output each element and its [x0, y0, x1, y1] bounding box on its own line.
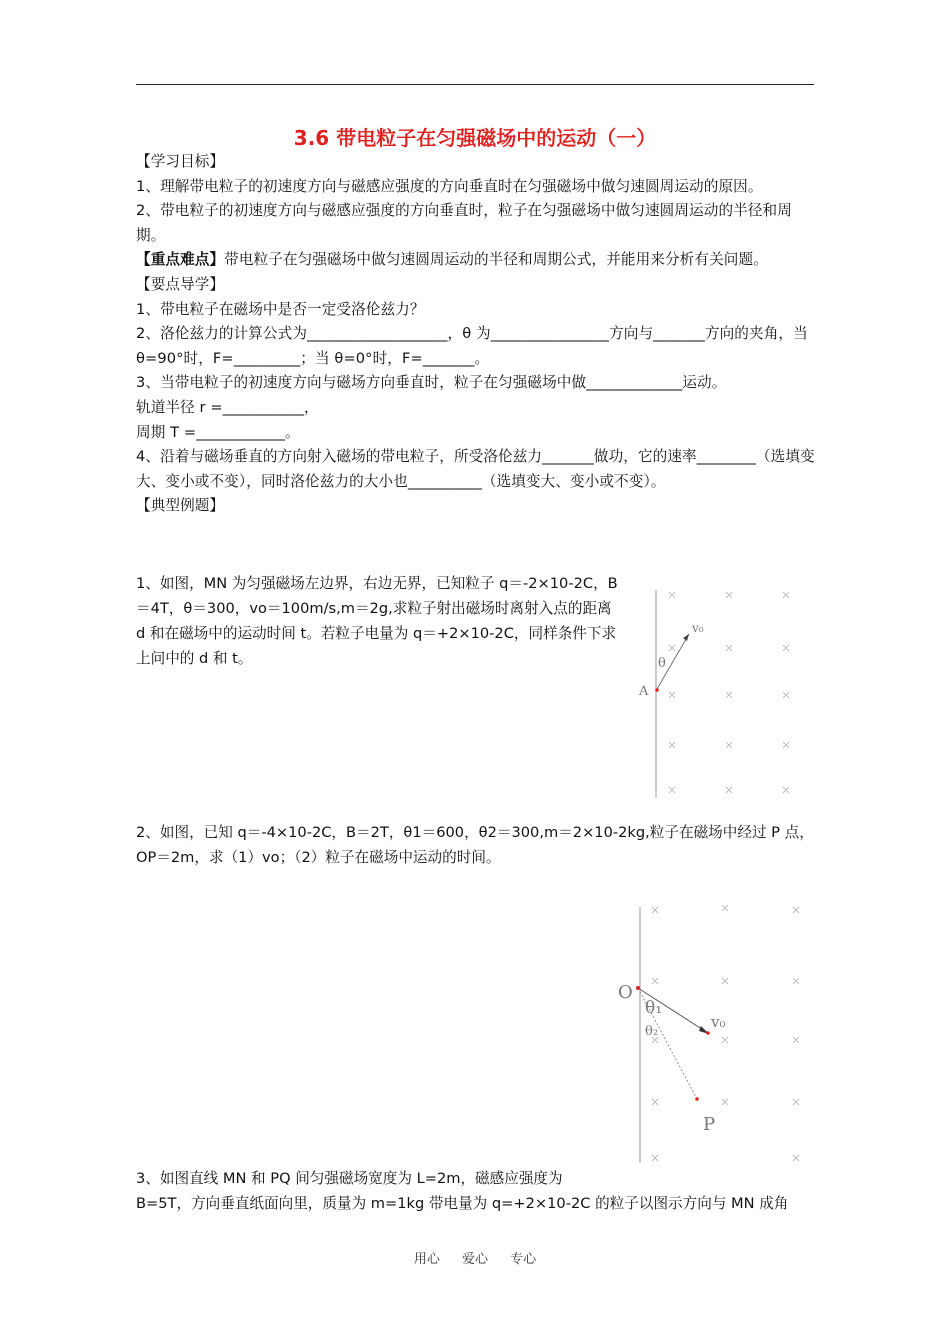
guide-question-3-radius: 轨道半径 r =___________， — [136, 398, 319, 416]
page-footer: 用心 爱心 专心 — [413, 1252, 537, 1267]
guide-heading: 【要点导学】 — [136, 275, 225, 293]
theta1-label: θ₁ — [645, 998, 663, 1018]
figure-1 — [626, 580, 816, 805]
page-title: 3.6 带电粒子在匀强磁场中的运动（一） — [293, 126, 657, 150]
example-2-text — [136, 820, 816, 870]
header-rule — [136, 84, 814, 85]
point-a-label: A — [639, 684, 649, 699]
origin-point — [636, 986, 640, 990]
velocity-label-2: v₀ — [711, 1013, 726, 1031]
guide-question-4: 4、沿着与磁场垂直的方向射入磁场的带电粒子，所受洛伦兹力_______做功，它的速率________（选填变大、变小或不变），同时洛伦兹力的大小也__________（选填变大、变小或不变）。 — [136, 448, 815, 490]
example-3-line-2: B=5T，方向垂直纸面向里，质量为 m=1kg 带电量为 q=+2×10-2C 的粒子以图示方向与 MN 成角 — [136, 1195, 789, 1212]
theta-label: θ — [658, 656, 666, 671]
guide-question-3: 3、当带电粒子的初速度方向与磁场方向垂直时，粒子在匀强磁场中做_____________运动。 — [136, 374, 727, 392]
velocity-arrowhead — [683, 634, 689, 641]
p-label: P — [703, 1114, 716, 1135]
goals-heading: 【学习目标】 — [136, 153, 225, 170]
example-3-text — [136, 1166, 816, 1216]
field-crosses — [669, 592, 789, 793]
guide-question-2: 2、洛伦兹力的计算公式为___________________，θ 为________________方向与_______方向的夹角，当 θ=90°时，F=_________；当 θ=0°时，F=_______。 — [136, 325, 808, 367]
goal-item-2: 2、带电粒子的初速度方向与磁感应强度的方向垂直时，粒子在匀强磁场中做匀速圆周运动的半径和周期。 — [136, 202, 792, 244]
example-3-line-1: 3、如图直线 MN 和 PQ 间匀强磁场宽度为 L=2m，磁感应强度为 — [136, 1170, 563, 1187]
theta2-label: θ₂ — [645, 1024, 659, 1039]
example-2: 2、如图，已知 q＝-4×10-2C，B＝2T，θ1＝600，θ2＝300,m＝2×10-2kg,粒子在磁场中经过 P 点，OP＝2m，求（1）vo；（2）粒子在磁场中运动的时间。 — [136, 824, 814, 866]
p-point — [695, 1097, 699, 1101]
entry-point — [655, 688, 659, 692]
origin-label: O — [618, 982, 633, 1003]
velocity-tip-point — [706, 1031, 710, 1035]
example-1-text — [136, 571, 618, 671]
guide-question-3-period: 周期 T =____________。 — [136, 423, 300, 441]
example-1: 1、如图，MN 为匀强磁场左边界，右边无界，已知粒子 q＝-2×10-2C，B＝4T，θ＝300，vo＝100m/s,m＝2g,求粒子射出磁场时离射入点的距离 d 和在磁场中的运动时间 t。若粒子电量为 q＝+2×10-2C，同样条件下求上问中的 d 和 t。 — [136, 575, 618, 667]
figure-2 — [605, 895, 815, 1170]
goal-item-1: 1、理解带电粒子的初速度方向与磁感应强度的方向垂直时在匀强磁场中做匀速圆周运动的原因。 — [136, 177, 763, 195]
field-crosses-2 — [652, 905, 799, 1161]
key-points-text: 带电粒子在匀强磁场中做匀速圆周运动的半径和周期公式，并能用来分析有关问题。 — [224, 251, 768, 269]
examples-heading: 【典型例题】 — [136, 497, 225, 515]
key-points-paragraph — [136, 248, 816, 273]
velocity-label: v₀ — [692, 621, 704, 635]
guide-question-1: 1、带电粒子在磁场中是否一定受洛伦兹力？ — [136, 300, 425, 318]
main-text — [136, 150, 816, 519]
key-points-heading: 【重点难点】 — [136, 251, 225, 269]
